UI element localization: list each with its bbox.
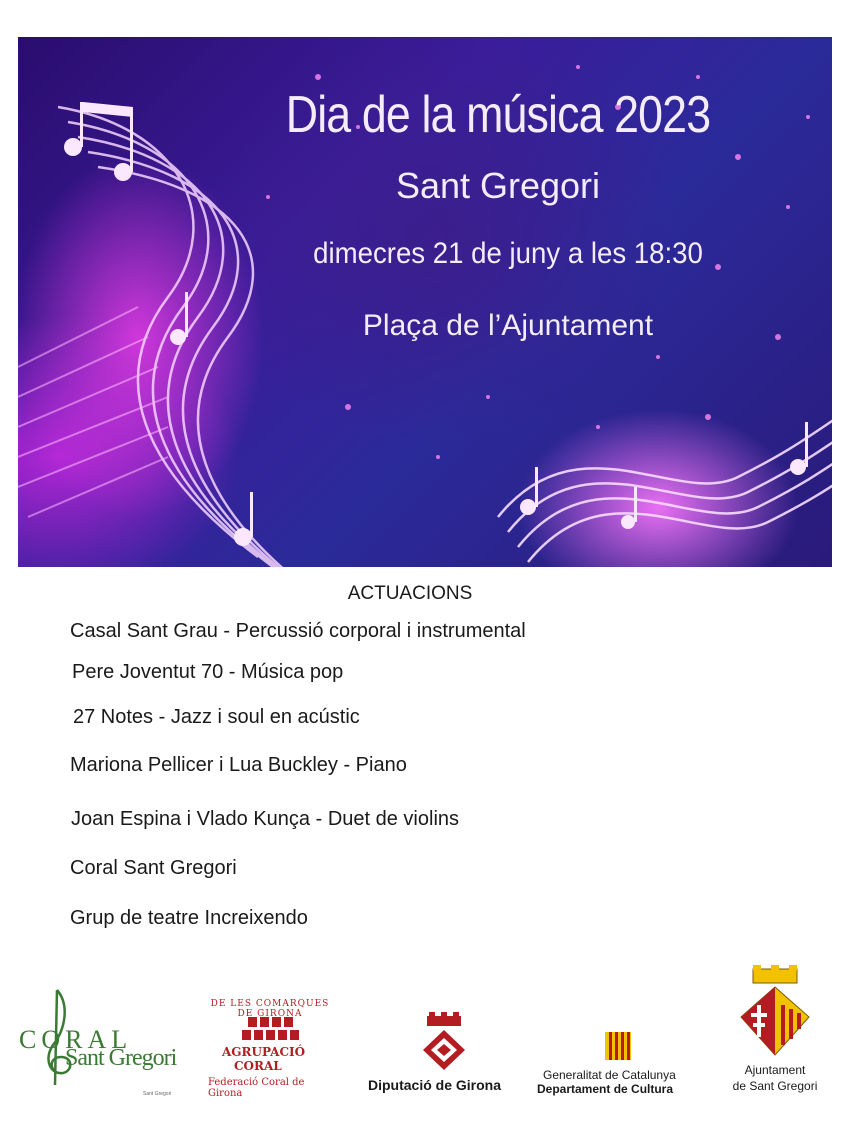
coral-sant-gregori-logo bbox=[15, 985, 190, 1100]
program-item: Pere Joventut 70 - Música pop bbox=[72, 661, 344, 683]
ajuntament-line2: de Sant Gregori bbox=[732, 1079, 818, 1093]
program-item: Coral Sant Gregori bbox=[70, 857, 237, 879]
diputacio-girona-logo bbox=[365, 1012, 525, 1097]
program-heading: ACTUACIONS bbox=[347, 583, 473, 604]
program-item: Casal Sant Grau - Percussió corporal i instrumental bbox=[70, 620, 526, 642]
program-item: Joan Espina i Vlado Kunça - Duet de violins bbox=[71, 808, 460, 830]
diputacio-name: Diputació de Girona bbox=[368, 1077, 502, 1093]
agrupacio-name1: AGRUPACIÓ bbox=[222, 1045, 306, 1059]
agrupacio-footer: Federació Coral de Girona bbox=[208, 1077, 305, 1099]
coral-logo-small: Sant Gregori bbox=[143, 1091, 172, 1097]
agrupacio-name2: CORAL bbox=[234, 1059, 282, 1073]
banner-text bbox=[18, 37, 832, 567]
event-town: Sant Gregori bbox=[395, 165, 601, 206]
coral-logo-line2: Sant Gregori bbox=[65, 1045, 177, 1071]
ajuntament-logo bbox=[715, 965, 835, 1100]
diputacio-shield-icon bbox=[365, 1012, 525, 1077]
ajuntament-coat-of-arms-icon bbox=[715, 965, 835, 1065]
program-item: Grup de teatre Increixendo bbox=[70, 907, 308, 929]
agrupacio-arc-text: DE LES COMARQUES DE GIRONA bbox=[210, 999, 330, 1019]
generalitat-line1: Generalitat de Catalunya bbox=[543, 1068, 676, 1082]
program-item: 27 Notes - Jazz i soul en acústic bbox=[73, 706, 360, 728]
ajuntament-line1: Ajuntament bbox=[744, 1063, 806, 1077]
program-item: Mariona Pellicer i Lua Buckley - Piano bbox=[70, 754, 407, 776]
coral-logo-line1: CORAL bbox=[19, 1025, 133, 1054]
senyera-icon bbox=[605, 1032, 635, 1062]
generalitat-logo bbox=[535, 1032, 705, 1097]
generalitat-line2: Departament de Cultura bbox=[537, 1082, 674, 1096]
event-title: Dia de la música 2023 bbox=[285, 86, 711, 144]
agrupacio-coral-logo bbox=[200, 995, 340, 1099]
event-banner bbox=[18, 37, 832, 567]
event-datetime: dimecres 21 de juny a les 18:30 bbox=[313, 237, 703, 270]
event-venue: Plaça de l’Ajuntament bbox=[362, 309, 654, 342]
